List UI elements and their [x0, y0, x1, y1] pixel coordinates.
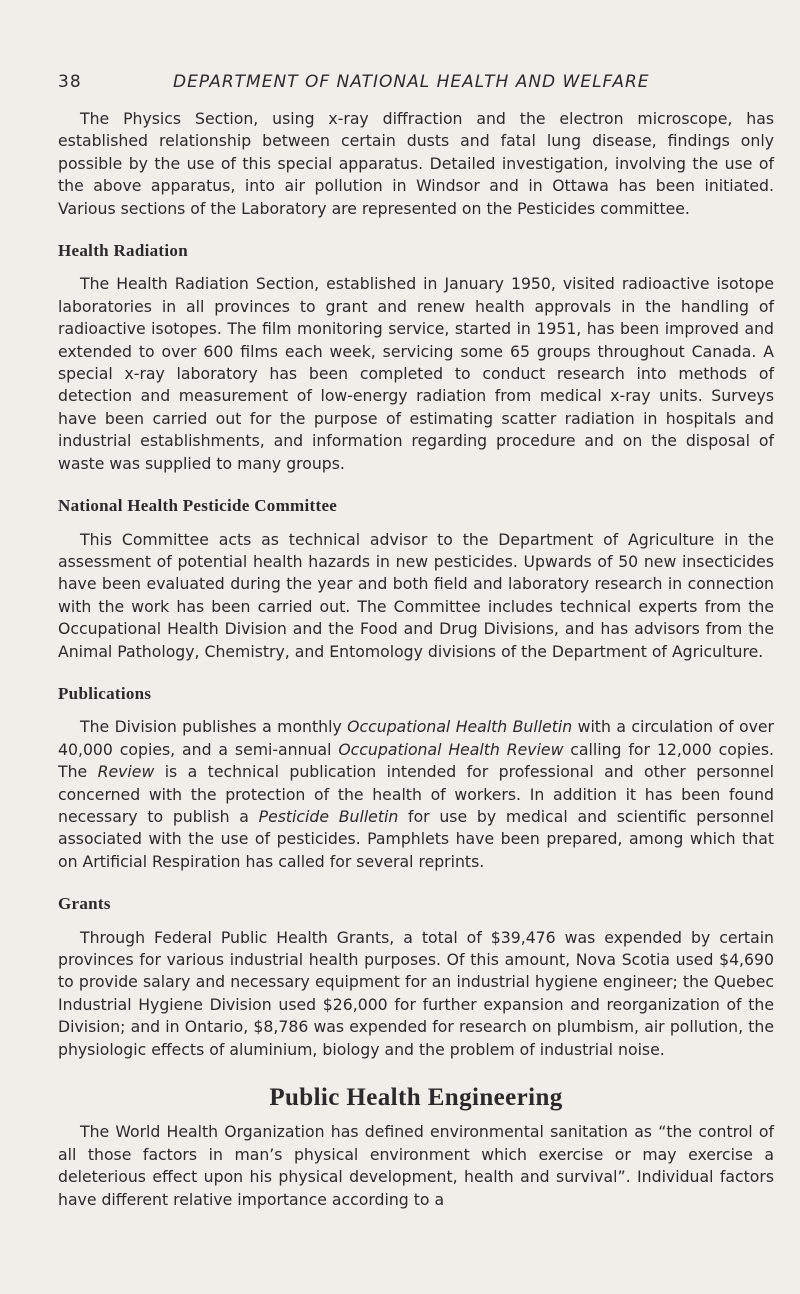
- heading-health-radiation: Health Radiation: [58, 241, 188, 261]
- heading-grants: Grants: [58, 894, 111, 914]
- paragraph-public-health-engineering: The World Health Organization has defined environmental sanitation as “the control of all those factors in man’s physical environment which exercise or may exercise a deleterious effect upon his physical development, health and survival”. Individual factors have different relative importance according to a: [58, 1122, 774, 1209]
- heading-pesticide-committee: National Health Pesticide Committee: [58, 496, 338, 516]
- text-run: calling for 12,000 copies. The: [58, 739, 774, 782]
- paragraph-publications: [58, 716, 774, 873]
- paragraph-pesticide-committee: This Committee acts as technical advisor to the Department of Agriculture in the assessment of potential health hazards in new pesticides. Upwards of 50 new insecticides have been evaluated during the year and both field and laboratory research in connection with the work has been carried out. The Committee includes technical experts from the Occupational Health Division and the Food and Drug Divisions, and has advisors from the Animal Pathology, Chemistry, and Entomology divisions of the Department of Agriculture.: [58, 529, 774, 661]
- title-occupational-health-review: Occupational Health Review: [338, 739, 564, 759]
- heading-public-health-engineering: Public Health Engineering: [269, 1084, 563, 1112]
- title-pesticide-bulletin: Pesticide Bulletin: [258, 806, 399, 826]
- text-run: for use by medical and scientific personnel associated with the use of pesticides. Pamphlets have been prepared, among which that on Artificial Respiration has called for several reprints.: [58, 806, 774, 871]
- paragraph-physics: The Physics Section, using x-ray diffraction and the electron microscope, has established relationship between certain dusts and fatal lung disease, findings only possible by the use of this special apparatus. Detailed investigation, involving the use of the above apparatus, into air pollution in Windsor and in Ottawa has been initiated. Various sections of the Laboratory are represented on the Pesticides committee.: [58, 109, 774, 218]
- heading-publications: Publications: [58, 683, 152, 703]
- running-title: DEPARTMENT OF NATIONAL HEALTH AND WELFARE: [173, 72, 650, 92]
- title-review: Review: [97, 762, 155, 782]
- title-occupational-health-bulletin: Occupational Health Bulletin: [347, 717, 573, 737]
- paragraph-health-radiation: The Health Radiation Section, established in January 1950, visited radioactive isotope laboratories in all provinces to grant and renew health approvals in the handling of radioactive isotopes. The film monitoring service, started in 1951, has been improved and extended to over 600 films each week, servicing some 65 groups throughout Canada. A special x-ray laboratory has been completed to conduct research into methods of detection and measurement of low-energy radiation from medical x-ray units. Surveys have been carried out for the purpose of estimating scatter radiation in hospitals and industrial establishments, and information regarding procedure and on the disposal of waste was supplied to many groups.: [58, 274, 774, 473]
- text-run: is a technical publication intended for professional and other personnel concerned with the protection of the health of workers. In addition it has been found necessary to publish a: [58, 762, 774, 826]
- paragraph-grants: Through Federal Public Health Grants, a total of $39,476 was expended by certain provinces for various industrial health purposes. Of this amount, Nova Scotia used $4,690 to provide salary and necessary equipment for an industrial hygiene engineer; the Quebec Industrial Hygiene Division used $26,000 for further expansion and reorganization of the Division; and in Ontario, $8,786 was expended for research on plumbism, air pollution, the physiologic effects of aluminium, biology and the problem of industrial noise.: [58, 927, 774, 1059]
- text-run: with a circulation of over 40,000 copies, and a semi-annual: [58, 717, 774, 759]
- page-body: [58, 108, 774, 1211]
- text-run: The Division publishes a monthly: [80, 717, 348, 737]
- page-number: 38: [58, 72, 82, 92]
